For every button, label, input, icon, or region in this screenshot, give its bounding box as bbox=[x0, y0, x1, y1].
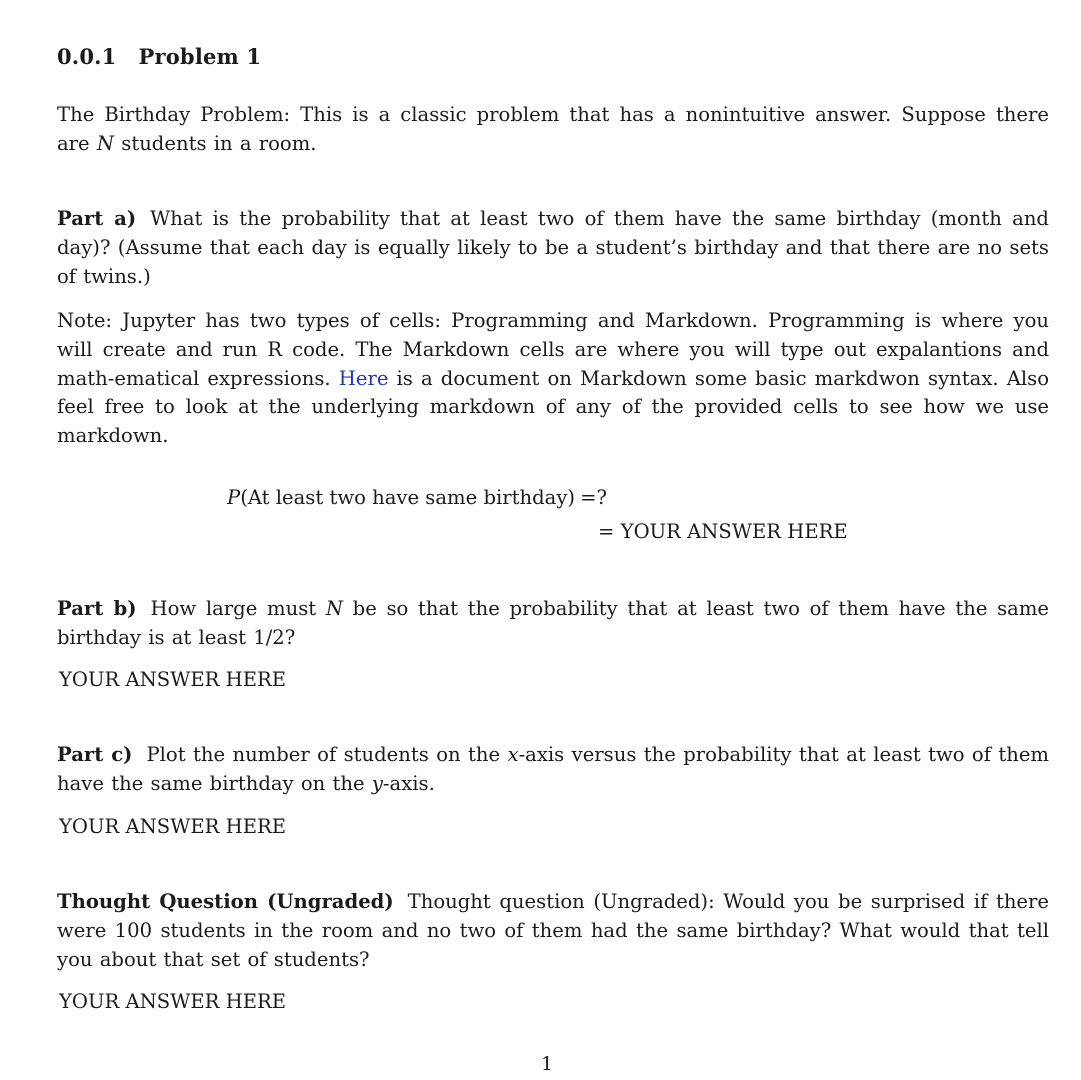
part-c-paragraph bbox=[57, 741, 1049, 799]
page-number-value: 1 bbox=[540, 1053, 554, 1075]
document-page bbox=[57, 0, 1049, 1080]
part-a-text: What is the probability that at least two of them have the same birthday (month and day)? (Assume that each day is equally likely to be a student’s birthday and that there are no sets of twins.) bbox=[57, 207, 1049, 288]
thought-question-text: Thought question (Ungraded): Would you be surprised if there were 100 students in the room and no two of them had the same birthday? What would that tell you about that set of students? bbox=[57, 890, 1049, 971]
part-b-label: Part b) bbox=[57, 597, 137, 620]
part-c-text-end: -axis. bbox=[382, 771, 435, 795]
equation-prob-function: P bbox=[227, 486, 241, 509]
intro-text-end: students in a room. bbox=[114, 131, 317, 155]
part-a-label: Part a) bbox=[57, 207, 137, 230]
section-heading bbox=[57, 44, 261, 69]
page-number bbox=[57, 1053, 1049, 1075]
part-c-answer[interactable]: YOUR ANSWER HERE bbox=[59, 815, 287, 838]
part-c-text-mid: -axis versus the probability that at least two of them have the same birthday on the bbox=[57, 743, 1050, 795]
variable-n: N bbox=[96, 131, 115, 155]
variable-n: N bbox=[325, 597, 343, 620]
thought-question-label: Thought Question (Ungraded) bbox=[57, 890, 394, 913]
variable-x: x bbox=[507, 743, 519, 766]
intro-paragraph bbox=[57, 101, 1049, 159]
note-text: Note: Jupyter has two types of cells: Programming and Markdown. Programming is where you will create and run R code. The Markdown cells are where you will type out expalantions and math-ematical expressions. bbox=[57, 309, 1049, 390]
part-c-label: Part c) bbox=[57, 743, 133, 766]
thought-question-answer[interactable]: YOUR ANSWER HERE bbox=[59, 990, 287, 1013]
note-paragraph bbox=[57, 307, 1049, 451]
equation-rhs: =? bbox=[580, 486, 607, 509]
part-b-text: How large must bbox=[150, 597, 326, 620]
intro-text: The Birthday Problem: This is a classic problem that has a nonintuitive answer. Suppose there are bbox=[57, 103, 1049, 155]
thought-question-paragraph bbox=[57, 888, 1049, 974]
equation-line-1 bbox=[227, 484, 607, 512]
section-number: 0.0.1 bbox=[57, 44, 117, 69]
variable-y: y bbox=[371, 771, 383, 795]
note-text-end: is a document on Markdown some basic markdwon syntax. Also feel free to look at the underlying markdown of any of the provided cells to see how we use markdown. bbox=[57, 366, 1049, 448]
equation-line-2: = YOUR ANSWER HERE bbox=[598, 520, 848, 543]
section-title: Problem 1 bbox=[138, 44, 262, 69]
part-b-paragraph bbox=[57, 595, 1049, 653]
part-b-answer[interactable]: YOUR ANSWER HERE bbox=[59, 668, 287, 691]
part-b-text-end: be so that the probability that at least two of them have the same birthday is at least 1/2? bbox=[57, 597, 1050, 649]
markdown-doc-link[interactable]: Here bbox=[338, 366, 389, 390]
equation-argument: (At least two have same birthday) bbox=[240, 486, 576, 509]
part-a-paragraph bbox=[57, 205, 1049, 291]
part-c-text: Plot the number of students on the bbox=[146, 743, 508, 766]
